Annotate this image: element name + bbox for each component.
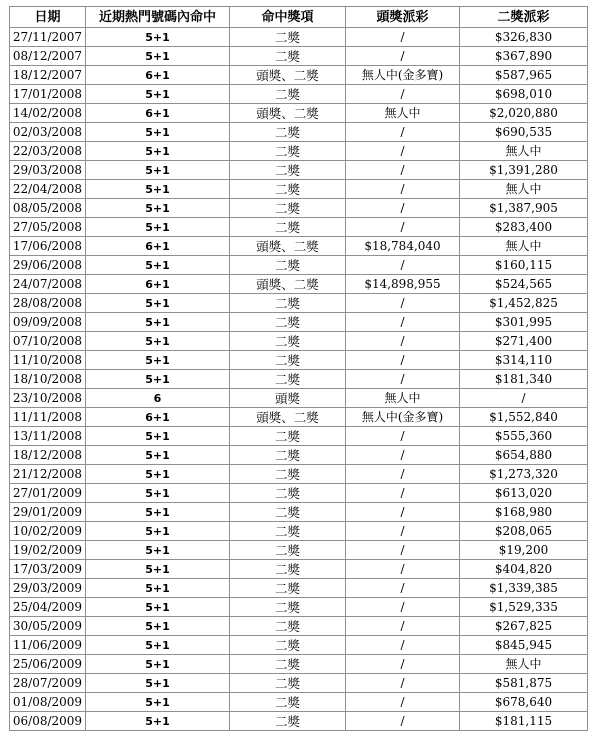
- cell-prize-tier: 二獎: [230, 351, 346, 370]
- cell-second-prize-payout: $1,529,335: [460, 598, 588, 617]
- cell-second-prize-payout: $613,020: [460, 484, 588, 503]
- cell-prize-tier: 二獎: [230, 579, 346, 598]
- cell-second-prize-payout: $2,020,880: [460, 104, 588, 123]
- table-row: [10, 674, 588, 693]
- cell-second-prize-payout: 無人中: [460, 180, 588, 199]
- cell-first-prize-payout: /: [346, 712, 460, 731]
- table-row: [10, 617, 588, 636]
- header-hit-count: 近期熱門號碼內命中: [86, 7, 230, 28]
- table-row: [10, 427, 588, 446]
- cell-date: 22/04/2008: [10, 180, 86, 199]
- cell-second-prize-payout: $168,980: [460, 503, 588, 522]
- table-row: [10, 28, 588, 47]
- cell-date: 28/08/2008: [10, 294, 86, 313]
- table-row: [10, 313, 588, 332]
- cell-prize-tier: 二獎: [230, 560, 346, 579]
- table-row: [10, 351, 588, 370]
- cell-date: 07/10/2008: [10, 332, 86, 351]
- cell-prize-tier: 頭獎、二獎: [230, 275, 346, 294]
- cell-first-prize-payout: /: [346, 636, 460, 655]
- table-row: [10, 161, 588, 180]
- cell-first-prize-payout: /: [346, 655, 460, 674]
- cell-second-prize-payout: $283,400: [460, 218, 588, 237]
- table-row: [10, 332, 588, 351]
- cell-second-prize-payout: $555,360: [460, 427, 588, 446]
- table-row: [10, 503, 588, 522]
- cell-prize-tier: 二獎: [230, 636, 346, 655]
- table-row: [10, 123, 588, 142]
- table-row: [10, 522, 588, 541]
- cell-date: 01/08/2009: [10, 693, 86, 712]
- table-row: [10, 218, 588, 237]
- cell-first-prize-payout: /: [346, 180, 460, 199]
- table-header: [10, 7, 588, 28]
- cell-second-prize-payout: $524,565: [460, 275, 588, 294]
- cell-date: 08/12/2007: [10, 47, 86, 66]
- cell-hit-count: 6: [86, 389, 230, 408]
- cell-second-prize-payout: $181,115: [460, 712, 588, 731]
- cell-date: 06/08/2009: [10, 712, 86, 731]
- cell-first-prize-payout: /: [346, 332, 460, 351]
- table-row: [10, 47, 588, 66]
- table-row: [10, 180, 588, 199]
- cell-first-prize-payout: /: [346, 522, 460, 541]
- cell-hit-count: 5+1: [86, 332, 230, 351]
- cell-hit-count: 5+1: [86, 579, 230, 598]
- cell-prize-tier: 頭獎、二獎: [230, 237, 346, 256]
- cell-hit-count: 5+1: [86, 427, 230, 446]
- cell-prize-tier: 二獎: [230, 294, 346, 313]
- cell-hit-count: 5+1: [86, 712, 230, 731]
- cell-date: 21/12/2008: [10, 465, 86, 484]
- cell-date: 25/04/2009: [10, 598, 86, 617]
- cell-second-prize-payout: $587,965: [460, 66, 588, 85]
- cell-date: 11/11/2008: [10, 408, 86, 427]
- cell-prize-tier: 二獎: [230, 256, 346, 275]
- cell-prize-tier: 二獎: [230, 180, 346, 199]
- cell-first-prize-payout: 無人中: [346, 104, 460, 123]
- table-row: [10, 85, 588, 104]
- cell-prize-tier: 二獎: [230, 674, 346, 693]
- cell-first-prize-payout: $18,784,040: [346, 237, 460, 256]
- cell-second-prize-payout: $19,200: [460, 541, 588, 560]
- cell-first-prize-payout: /: [346, 598, 460, 617]
- table-row: [10, 693, 588, 712]
- cell-hit-count: 5+1: [86, 313, 230, 332]
- cell-prize-tier: 二獎: [230, 712, 346, 731]
- cell-first-prize-payout: /: [346, 161, 460, 180]
- cell-prize-tier: 二獎: [230, 693, 346, 712]
- cell-prize-tier: 二獎: [230, 427, 346, 446]
- cell-prize-tier: 二獎: [230, 503, 346, 522]
- cell-hit-count: 6+1: [86, 408, 230, 427]
- cell-second-prize-payout: $208,065: [460, 522, 588, 541]
- cell-first-prize-payout: /: [346, 123, 460, 142]
- table-row: [10, 465, 588, 484]
- cell-date: 18/10/2008: [10, 370, 86, 389]
- cell-date: 17/03/2009: [10, 560, 86, 579]
- cell-date: 02/03/2008: [10, 123, 86, 142]
- cell-hit-count: 5+1: [86, 617, 230, 636]
- cell-first-prize-payout: /: [346, 199, 460, 218]
- cell-first-prize-payout: /: [346, 294, 460, 313]
- cell-date: 29/06/2008: [10, 256, 86, 275]
- cell-prize-tier: 二獎: [230, 655, 346, 674]
- cell-first-prize-payout: 無人中(金多寶): [346, 66, 460, 85]
- table-row: [10, 66, 588, 85]
- cell-second-prize-payout: 無人中: [460, 142, 588, 161]
- cell-prize-tier: 頭獎、二獎: [230, 408, 346, 427]
- cell-second-prize-payout: 無人中: [460, 237, 588, 256]
- cell-hit-count: 6+1: [86, 104, 230, 123]
- cell-date: 29/01/2009: [10, 503, 86, 522]
- table-row: [10, 408, 588, 427]
- table-row: [10, 294, 588, 313]
- cell-second-prize-payout: $698,010: [460, 85, 588, 104]
- cell-hit-count: 5+1: [86, 28, 230, 47]
- cell-prize-tier: 二獎: [230, 161, 346, 180]
- cell-first-prize-payout: $14,898,955: [346, 275, 460, 294]
- cell-first-prize-payout: /: [346, 579, 460, 598]
- cell-date: 25/06/2009: [10, 655, 86, 674]
- cell-prize-tier: 頭獎: [230, 389, 346, 408]
- table-row: [10, 712, 588, 731]
- cell-hit-count: 5+1: [86, 351, 230, 370]
- cell-date: 27/01/2009: [10, 484, 86, 503]
- cell-first-prize-payout: /: [346, 674, 460, 693]
- cell-prize-tier: 二獎: [230, 370, 346, 389]
- cell-hit-count: 6+1: [86, 237, 230, 256]
- cell-date: 23/10/2008: [10, 389, 86, 408]
- cell-second-prize-payout: $581,875: [460, 674, 588, 693]
- cell-date: 17/01/2008: [10, 85, 86, 104]
- cell-hit-count: 5+1: [86, 256, 230, 275]
- cell-prize-tier: 頭獎、二獎: [230, 66, 346, 85]
- cell-hit-count: 5+1: [86, 465, 230, 484]
- table-row: [10, 579, 588, 598]
- cell-date: 18/12/2008: [10, 446, 86, 465]
- table-row: [10, 636, 588, 655]
- cell-hit-count: 5+1: [86, 294, 230, 313]
- cell-date: 30/05/2009: [10, 617, 86, 636]
- cell-first-prize-payout: /: [346, 446, 460, 465]
- cell-first-prize-payout: 無人中(金多寶): [346, 408, 460, 427]
- cell-second-prize-payout: $678,640: [460, 693, 588, 712]
- cell-prize-tier: 二獎: [230, 522, 346, 541]
- cell-second-prize-payout: $367,890: [460, 47, 588, 66]
- cell-hit-count: 5+1: [86, 123, 230, 142]
- cell-first-prize-payout: /: [346, 142, 460, 161]
- cell-prize-tier: 二獎: [230, 598, 346, 617]
- cell-first-prize-payout: /: [346, 693, 460, 712]
- cell-hit-count: 5+1: [86, 522, 230, 541]
- cell-prize-tier: 二獎: [230, 218, 346, 237]
- table-row: [10, 541, 588, 560]
- cell-hit-count: 6+1: [86, 66, 230, 85]
- cell-prize-tier: 二獎: [230, 199, 346, 218]
- table-row: [10, 484, 588, 503]
- cell-second-prize-payout: $1,273,320: [460, 465, 588, 484]
- cell-date: 13/11/2008: [10, 427, 86, 446]
- cell-first-prize-payout: /: [346, 465, 460, 484]
- cell-hit-count: 5+1: [86, 484, 230, 503]
- cell-hit-count: 5+1: [86, 655, 230, 674]
- cell-date: 29/03/2009: [10, 579, 86, 598]
- cell-second-prize-payout: $1,387,905: [460, 199, 588, 218]
- cell-date: 11/06/2009: [10, 636, 86, 655]
- table-row: [10, 237, 588, 256]
- cell-date: 18/12/2007: [10, 66, 86, 85]
- table-row: [10, 370, 588, 389]
- cell-hit-count: 5+1: [86, 218, 230, 237]
- cell-date: 08/05/2008: [10, 199, 86, 218]
- cell-hit-count: 5+1: [86, 560, 230, 579]
- cell-second-prize-payout: $1,452,825: [460, 294, 588, 313]
- cell-prize-tier: 二獎: [230, 446, 346, 465]
- cell-first-prize-payout: /: [346, 313, 460, 332]
- table-row: [10, 275, 588, 294]
- cell-second-prize-payout: $181,340: [460, 370, 588, 389]
- cell-date: 19/02/2009: [10, 541, 86, 560]
- cell-first-prize-payout: /: [346, 617, 460, 636]
- cell-prize-tier: 頭獎、二獎: [230, 104, 346, 123]
- header-prize-tier: 命中獎項: [230, 7, 346, 28]
- table-row: [10, 560, 588, 579]
- cell-prize-tier: 二獎: [230, 142, 346, 161]
- cell-prize-tier: 二獎: [230, 313, 346, 332]
- cell-hit-count: 6+1: [86, 275, 230, 294]
- table-row: [10, 199, 588, 218]
- cell-hit-count: 5+1: [86, 47, 230, 66]
- cell-second-prize-payout: $404,820: [460, 560, 588, 579]
- cell-prize-tier: 二獎: [230, 28, 346, 47]
- cell-second-prize-payout: $1,339,385: [460, 579, 588, 598]
- cell-date: 29/03/2008: [10, 161, 86, 180]
- cell-prize-tier: 二獎: [230, 465, 346, 484]
- cell-date: 10/02/2009: [10, 522, 86, 541]
- table-row: [10, 655, 588, 674]
- cell-second-prize-payout: $1,391,280: [460, 161, 588, 180]
- cell-hit-count: 5+1: [86, 446, 230, 465]
- cell-prize-tier: 二獎: [230, 47, 346, 66]
- cell-hit-count: 5+1: [86, 180, 230, 199]
- cell-date: 11/10/2008: [10, 351, 86, 370]
- cell-date: 22/03/2008: [10, 142, 86, 161]
- cell-second-prize-payout: $267,825: [460, 617, 588, 636]
- cell-date: 09/09/2008: [10, 313, 86, 332]
- cell-prize-tier: 二獎: [230, 85, 346, 104]
- cell-hit-count: 5+1: [86, 161, 230, 180]
- cell-second-prize-payout: $845,945: [460, 636, 588, 655]
- cell-second-prize-payout: $160,115: [460, 256, 588, 275]
- cell-prize-tier: 二獎: [230, 541, 346, 560]
- cell-prize-tier: 二獎: [230, 617, 346, 636]
- cell-second-prize-payout: $654,880: [460, 446, 588, 465]
- cell-hit-count: 5+1: [86, 598, 230, 617]
- cell-first-prize-payout: /: [346, 541, 460, 560]
- cell-first-prize-payout: /: [346, 85, 460, 104]
- cell-hit-count: 5+1: [86, 85, 230, 104]
- cell-second-prize-payout: $301,995: [460, 313, 588, 332]
- cell-second-prize-payout: $326,830: [460, 28, 588, 47]
- cell-hit-count: 5+1: [86, 142, 230, 161]
- cell-first-prize-payout: /: [346, 484, 460, 503]
- cell-hit-count: 5+1: [86, 693, 230, 712]
- header-date: 日期: [10, 7, 86, 28]
- cell-date: 27/11/2007: [10, 28, 86, 47]
- cell-first-prize-payout: /: [346, 218, 460, 237]
- cell-hit-count: 5+1: [86, 674, 230, 693]
- cell-hit-count: 5+1: [86, 636, 230, 655]
- cell-second-prize-payout: $271,400: [460, 332, 588, 351]
- cell-hit-count: 5+1: [86, 199, 230, 218]
- cell-first-prize-payout: /: [346, 47, 460, 66]
- cell-prize-tier: 二獎: [230, 484, 346, 503]
- cell-first-prize-payout: /: [346, 560, 460, 579]
- cell-first-prize-payout: /: [346, 370, 460, 389]
- table-row: [10, 104, 588, 123]
- table-row: [10, 389, 588, 408]
- cell-prize-tier: 二獎: [230, 332, 346, 351]
- cell-first-prize-payout: /: [346, 351, 460, 370]
- cell-second-prize-payout: $314,110: [460, 351, 588, 370]
- cell-date: 14/02/2008: [10, 104, 86, 123]
- results-table: [9, 6, 588, 731]
- header-first-prize-payout: 頭獎派彩: [346, 7, 460, 28]
- cell-date: 24/07/2008: [10, 275, 86, 294]
- cell-prize-tier: 二獎: [230, 123, 346, 142]
- cell-first-prize-payout: /: [346, 28, 460, 47]
- table-row: [10, 446, 588, 465]
- cell-date: 28/07/2009: [10, 674, 86, 693]
- table-body: [10, 28, 588, 731]
- table-row: [10, 256, 588, 275]
- cell-first-prize-payout: /: [346, 503, 460, 522]
- cell-first-prize-payout: 無人中: [346, 389, 460, 408]
- cell-second-prize-payout: 無人中: [460, 655, 588, 674]
- cell-hit-count: 5+1: [86, 541, 230, 560]
- cell-first-prize-payout: /: [346, 256, 460, 275]
- table-row: [10, 142, 588, 161]
- cell-date: 27/05/2008: [10, 218, 86, 237]
- table-row: [10, 598, 588, 617]
- cell-hit-count: 5+1: [86, 370, 230, 389]
- cell-date: 17/06/2008: [10, 237, 86, 256]
- header-second-prize-payout: 二獎派彩: [460, 7, 588, 28]
- cell-first-prize-payout: /: [346, 427, 460, 446]
- cell-hit-count: 5+1: [86, 503, 230, 522]
- cell-second-prize-payout: $690,535: [460, 123, 588, 142]
- header-row: [10, 7, 588, 28]
- cell-second-prize-payout: /: [460, 389, 588, 408]
- cell-second-prize-payout: $1,552,840: [460, 408, 588, 427]
